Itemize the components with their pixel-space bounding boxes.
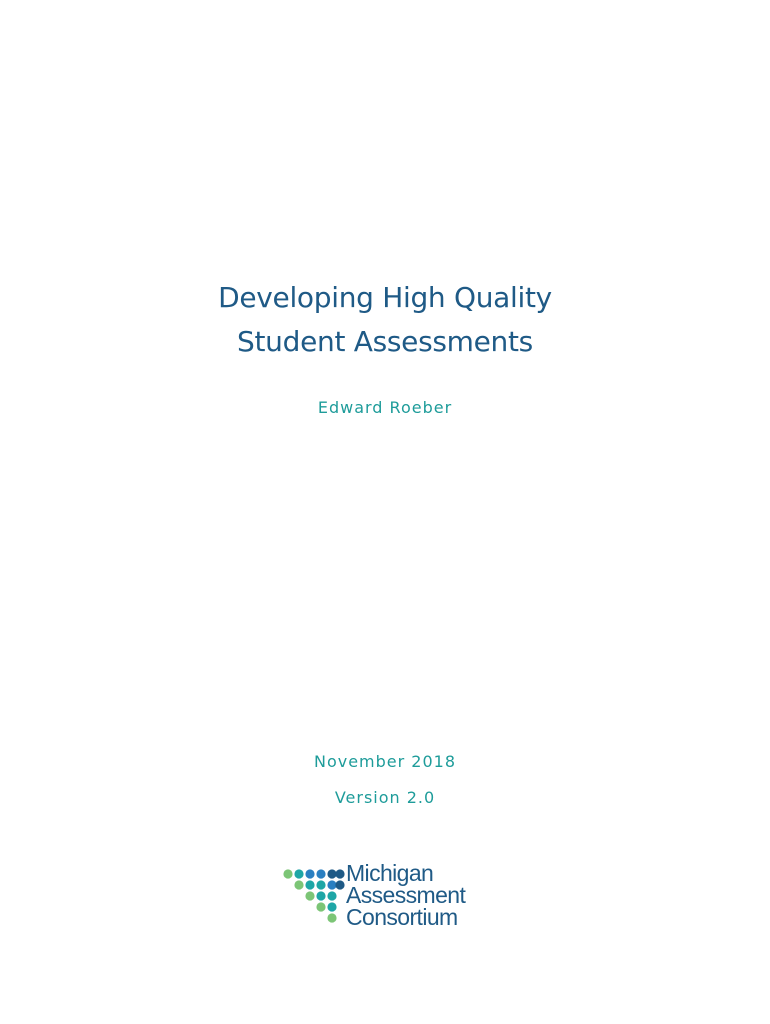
logo-line-consortium: Consortium (346, 904, 458, 930)
logo-wordmark (346, 862, 465, 928)
logo-line-michigan: Michigan (346, 860, 434, 886)
dot-grid-logo-icon (280, 866, 346, 932)
document-title-line-1: Developing High Quality (218, 281, 552, 314)
document-version: Version 2.0 (334, 788, 436, 807)
document-author: Edward Roeber (317, 398, 453, 417)
logo-line-assessment: Assessment (346, 882, 466, 908)
document-title-line-2: Student Assessments (237, 325, 533, 358)
document-date: November 2018 (313, 752, 457, 771)
michigan-assessment-consortium-logo (280, 862, 480, 936)
